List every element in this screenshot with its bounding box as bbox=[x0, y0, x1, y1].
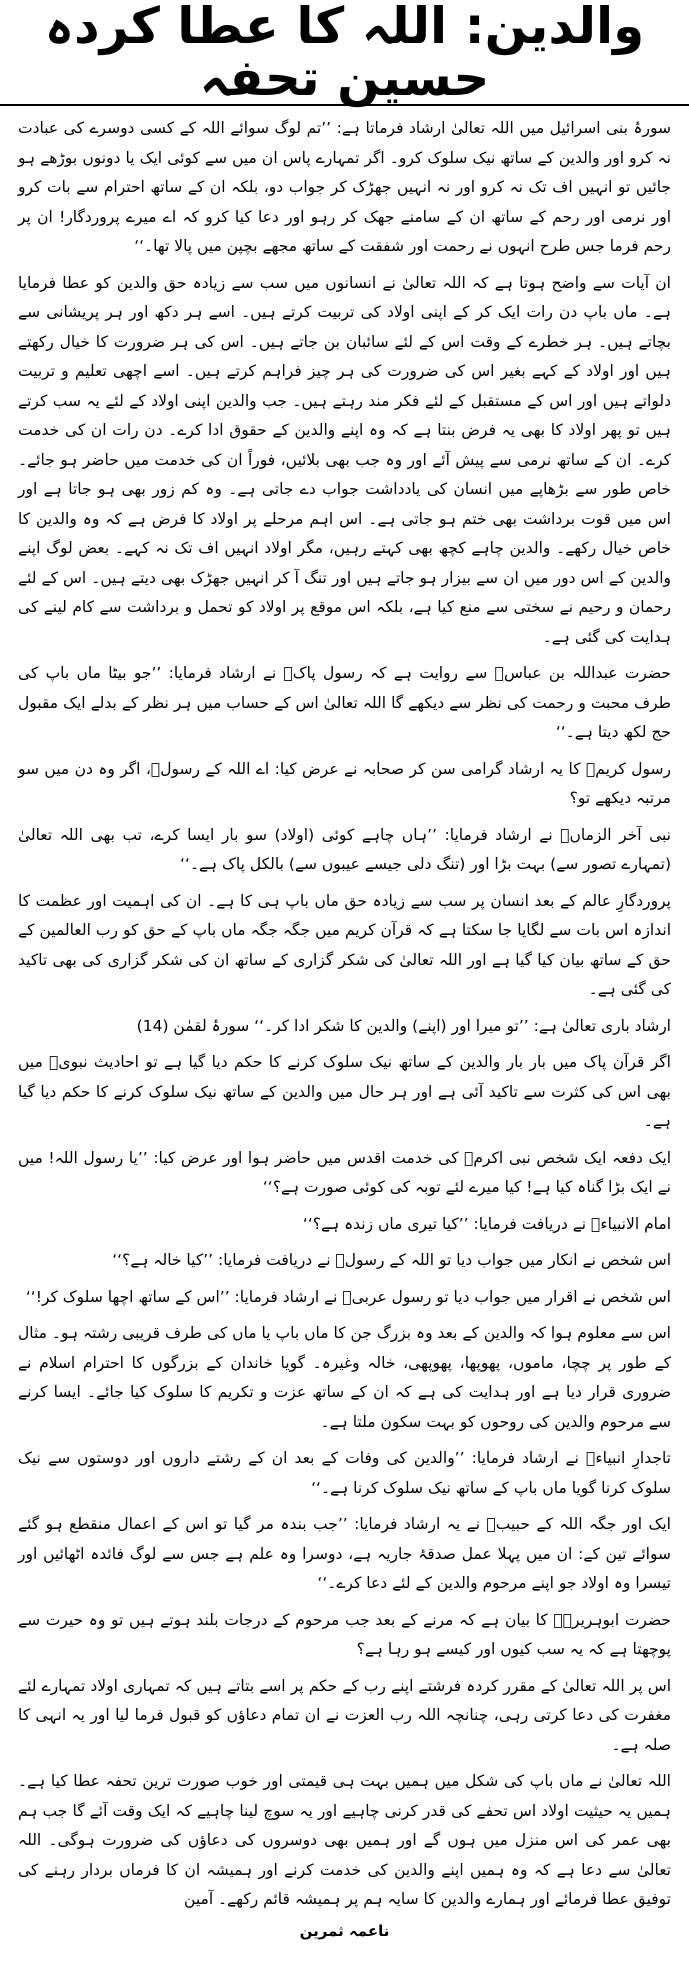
paragraph: رسول کریمؐ کا یہ ارشاد گرامی سن کر صحابہ نے عرض کیا: اے اللہ کے رسولؐ، اگر وہ دن میں سو مرتبہ دیکھے تو؟ bbox=[18, 759, 671, 807]
author-byline: ناعمہ ثمرین bbox=[299, 1921, 390, 1940]
paragraph: سورۂ بنی اسرائیل میں اللہ تعالیٰ ارشاد فرماتا ہے: ’’تم لوگ سوائے اللہ کے کسی دوسرے کی عبادت نہ کرو اور والدین کے ساتھ نیک سلوک کرو۔ اگر تمہارے پاس ان میں سے کوئی ایک یا دونوں بوڑھے ہو جائیں تو انہیں اف تک نہ کرو اور نہ انہیں جھڑک کر جواب دو، بلکہ ان کے ساتھ احترام سے بات کرو اور نرمی اور رحم کے ساتھ ان کے سامنے جھک کر رہو اور دعا کیا کرو کہ اے میرے پروردگار! ان پر رحم فرما جس طرح انہوں نے رحمت اور شفقت کے ساتھ مجھے بچپن میں پالا تھا۔‘‘ bbox=[18, 119, 671, 255]
paragraph: ان آیات سے واضح ہوتا ہے کہ اللہ تعالیٰ نے انسانوں میں سب سے زیادہ حق والدین کو عطا فرمایا ہے۔ ماں باپ دن رات ایک کر کے اپنی اولاد کی تربیت کرتے ہیں۔ اسے ہر دکھ اور ہر پریشانی سے بچاتے ہیں۔ ہر خطرے کے وقت اس کے لئے سائبان بن جاتے ہیں۔ اس کی ہر ضرورت کا خیال رکھتے ہیں اور اولاد کے کہے بغیر اس کی ضرورت کی ہر چیز فراہم کرتے ہیں۔ اسے اچھی تعلیم و تربیت دلواتے ہیں اور اس کے مستقبل کے لئے فکر مند رہتے ہیں۔ جب والدین اپنی اولاد کے لئے یہ سب کرتے ہیں تو پھر اولاد کا بھی یہ فرض بنتا ہے کہ وہ اپنے والدین کے حقوق ادا کرے۔ دن رات ان کی خدمت کرے۔ ان کے ساتھ نرمی سے پیش آئے اور وہ جب بھی بلائیں، فوراً ان کی خدمت میں حاضر ہو جائے۔ خاص طور سے بڑھاپے میں انسان کی یادداشت جواب دے جاتی ہے۔ وہ کم زور بھی ہو جاتا ہے اور اس میں قوت برداشت بھی ختم ہو جاتی ہے۔ اس اہم مرحلے پر اولاد کا فرض ہے کہ وہ والدین کا خاص خیال رکھے۔ والدین چاہے کچھ بھی کہتے رہیں، مگر اولاد انہیں اف تک نہ کہے۔ بعض لوگ اپنے والدین کے اس دور میں ان سے بیزار ہو جاتے ہیں اور تنگ آ کر انہیں جھڑک بھی دیتے ہیں۔ اس کے لئے رحمان و رحیم نے سختی سے منع کیا ہے، بلکہ اس موقع پر اولاد کو تحمل و برداشت سے کام لینے کی ہدایت کی گئی ہے۔ bbox=[18, 273, 671, 646]
headline-banner bbox=[0, 0, 689, 106]
article-body bbox=[18, 114, 671, 1915]
paragraph: امام الانبیاءؐ نے دریافت فرمایا: ’’کیا تیری ماں زندہ ہے؟‘‘ bbox=[302, 1214, 671, 1233]
paragraph: پروردگارِ عالم کے بعد انسان پر سب سے زیادہ حق ماں باپ ہی کا ہے۔ ان کی اہمیت اور عظمت کا اندازہ اس بات سے لگایا جا سکتا ہے کہ قرآن کریم میں جگہ جگہ ماں باپ کے حق کو رب العالمین کے حق کے ساتھ بیان کیا گیا ہے اور اللہ تعالیٰ کی شکر گزاری کے ساتھ ان کی شکر گزاری کی بھی تاکید کی گئی ہے۔ bbox=[18, 891, 671, 998]
paragraph: اس شخص نے اقرار میں جواب دیا تو رسول عربیؐ نے ارشاد فرمایا: ’’اس کے ساتھ اچھا سلوک کر!‘‘ bbox=[25, 1287, 671, 1306]
paragraph: ایک اور جگہ اللہ کے حبیبؐ نے یہ ارشاد فرمایا: ’’جب بندہ مر گیا تو اس کے اعمال منقطع ہو گئے سوائے تین کے: ان میں پہلا عمل صدقۂ جاریہ ہے، دوسرا وہ علم ہے جس سے لوگ فائدہ اٹھائیں اور تیسرا وہ اولاد جو اپنے مرحوم والدین کے لئے دعا کرے۔‘‘ bbox=[18, 1515, 671, 1592]
paragraph: حضرت عبداللہ بن عباسؓ سے روایت ہے کہ رسول پاکؐ نے ارشاد فرمایا: ’’جو بیٹا ماں باپ کی طرف محبت و رحمت کی نظر سے دیکھے گا اللہ تعالیٰ اس کے حساب میں ہر نظر کے بدلے ایک مقبول حج لکھ دیتا ہے۔‘‘ bbox=[18, 664, 671, 741]
paragraph: اس شخص نے انکار میں جواب دیا تو اللہ کے رسولؐ نے دریافت فرمایا: ’’کیا خالہ ہے؟‘‘ bbox=[112, 1251, 671, 1269]
paragraph: اس سے معلوم ہوا کہ والدین کے بعد وہ بزرگ جن کا ماں باپ یا ماں کی طرف قریبی رشتہ ہو۔ مثال کے طور پر چچا، ماموں، پھوپھا، پھوپھی، خالہ وغیرہ۔ گویا خاندان کے بزرگوں کا احترام اسلام نے ضروری قرار دیا ہے اور ہدایت کی ہے کہ ان کے ساتھ عزت و تکریم کا سلوک کیا جائے۔ ایسا کرنے سے مرحوم والدین کی روحوں کو بہت سکون ملتا ہے۔ bbox=[18, 1324, 671, 1431]
paragraph: اللہ تعالیٰ نے ماں باپ کی شکل میں ہمیں بہت ہی قیمتی اور خوب صورت ترین تحفہ عطا کیا ہے۔ ہمیں یہ حیثیت اولاد اس تحفے کی قدر کرنی چاہیے اور یہ سوچ لینا چاہیے کہ ایک وقت آئے گا جب ہم بھی عمر کی اس منزل میں ہوں گے اور ہمیں بھی دوسروں کی دعاؤں کی ضرورت ہوگی۔ اللہ تعالیٰ سے دعا ہے کہ وہ ہمیں اپنے والدین کی خدمت کرنے اور ہمیشہ ان کا فرماں بردار رہنے کی توفیق عطا فرمائے اور ہمارے والدین کا سایہ ہم پر ہمیشہ قائم رکھے۔ آمین bbox=[18, 1772, 671, 1908]
paragraph: نبی آخر الزماںؐ نے ارشاد فرمایا: ’’ہاں چاہے کوئی (اولاد) سو بار ایسا کرے، تب بھی اللہ تعالیٰ (تمہارے تصور سے) بہت بڑا اور (تنگ دلی جیسے عیبوں سے) بالکل پاک ہے۔‘‘ bbox=[18, 825, 671, 873]
headline: والدین: اللہ کا عطا کردہ حسین تحفہ bbox=[44, 0, 645, 107]
paragraph: اگر قرآن پاک میں بار بار والدین کے ساتھ نیک سلوک کرنے کا حکم دیا گیا ہے تو احادیث نبویؐ میں بھی اس کی کثرت سے تاکید آئی ہے اور ہر حال میں والدین کے ساتھ نیک سلوک کرنے کا حکم دیا گیا ہے۔ bbox=[18, 1053, 671, 1130]
paragraph: ایک دفعہ ایک شخص نبی اکرمؐ کی خدمت اقدس میں حاضر ہوا اور عرض کیا: ’’یا رسول اللہ! میں نے ایک بڑا گناہ کیا ہے! کیا میرے لئے توبہ کی کوئی صورت ہے؟‘‘ bbox=[18, 1148, 671, 1196]
paragraph: تاجدارِ انبیاءؐ نے ارشاد فرمایا: ’’والدین کی وفات کے بعد ان کے رشتے داروں اور دوستوں سے نیک سلوک کرنا گویا ماں باپ کے ساتھ نیک سلوک کرنا ہے۔‘‘ bbox=[18, 1449, 671, 1497]
paragraph: ارشاد باری تعالیٰ ہے: ’’تو میرا اور (اپنے) والدین کا شکر ادا کر۔‘‘ سورۂ لقمٰن (14) bbox=[136, 1016, 671, 1035]
paragraph: اس پر اللہ تعالیٰ کے مقرر کردہ فرشتے اپنے رب کے حکم پر اسے بتاتے ہیں کہ تمہاری اولاد تمہارے لئے مغفرت کی دعا کرتی رہی، چنانچہ اللہ رب العزت نے ان تمام دعاؤں کو قبول فرما لیا اور یہ انہی کا صلہ ہے۔ bbox=[18, 1676, 671, 1754]
paragraph: حضرت ابوہریرہؓ کا بیان ہے کہ مرنے کے بعد جب مرحوم کے درجات بلند ہوتے ہیں تو وہ حیرت سے پوچھتا ہے کہ یہ سب کیوں اور کیسے ہو رہا ہے؟ bbox=[18, 1610, 671, 1658]
